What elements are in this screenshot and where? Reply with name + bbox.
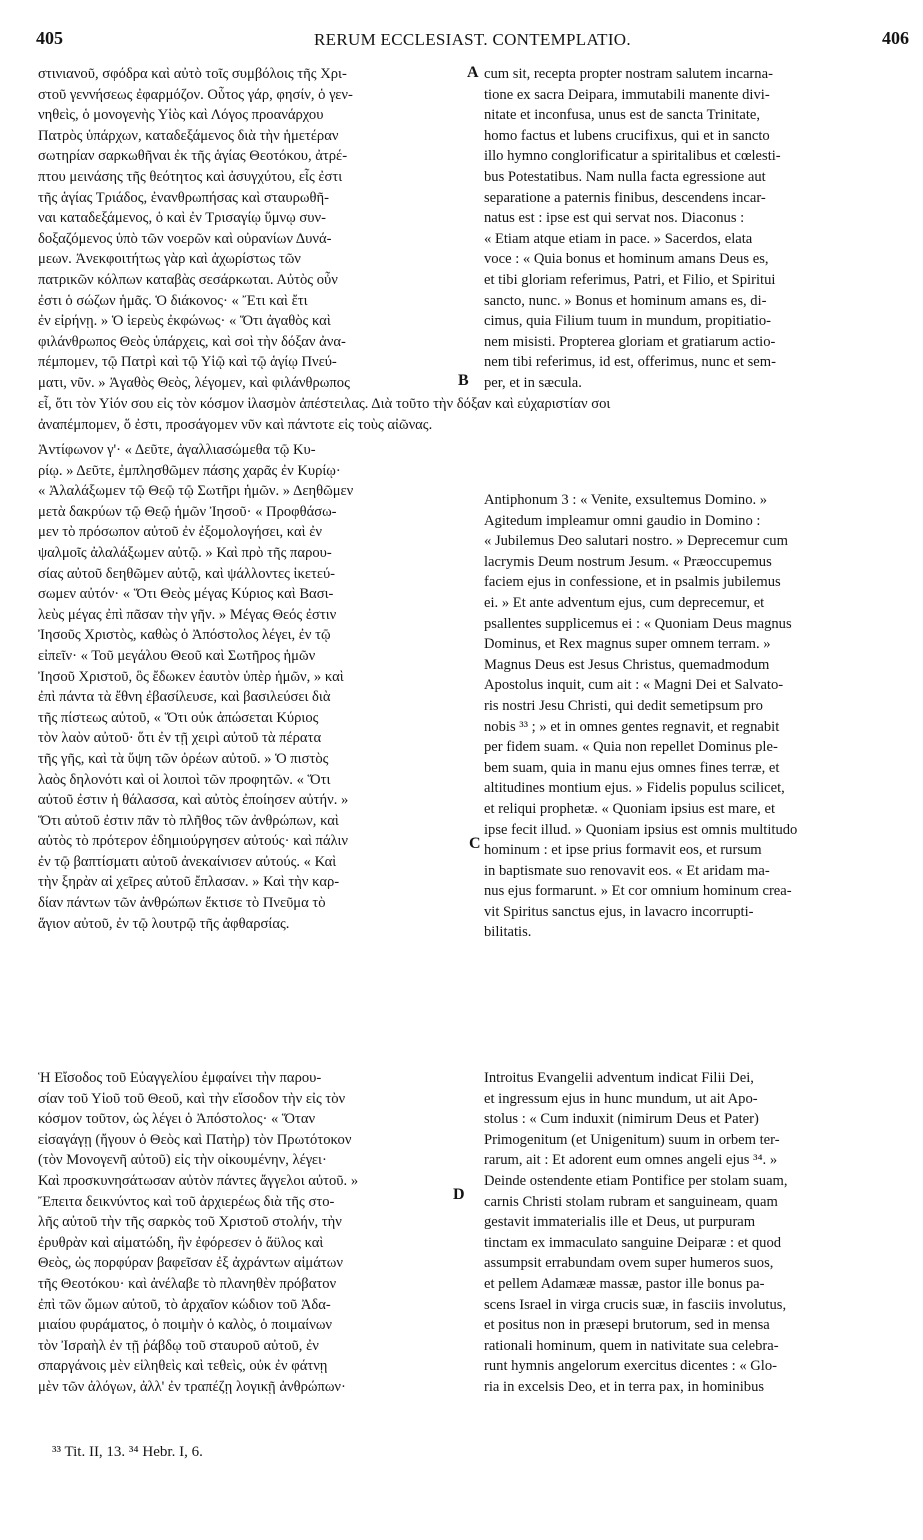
greek-column-bottom: [38, 1068, 464, 1398]
text-line: ἀναπέμπομεν, ὅ ἐστι, προσάγομεν νῦν καὶ πάντοτε εἰς τοὺς αἰῶνας.: [38, 416, 433, 433]
text-line: vit Spiritus sanctus ejus, in lavacro incorrupti-: [484, 903, 754, 920]
text-line: et tibi gloriam referimus, Patri, et Filio, et Spiritui: [484, 271, 776, 288]
text-line: nobis ³³ ; » et in omnes gentes regnavit, et regnabit: [484, 718, 780, 735]
text-line: λαὸς δηλονότι καὶ οἱ λοιποὶ τῶν προφητῶν. « Ὅτι: [38, 771, 331, 788]
text-line: Καὶ προσκυνησάτωσαν αὐτὸν πάντες ἄγγελοι αὐτοῦ. »: [38, 1172, 359, 1189]
greek-column-middle: [38, 440, 464, 934]
text-line: bilitatis.: [484, 924, 532, 941]
text-line: illo hymno conglorificatur a spiritalibus et cœlesti-: [484, 148, 781, 165]
text-line: homo factus et lubens crucifixus, qui et in sancto: [484, 127, 770, 144]
text-line: nem misisti. Propterea gloriam et gratiarum actio-: [484, 333, 776, 350]
text-line: et reliqui prophetæ. « Quoniam ipsius est mare, et: [484, 800, 776, 817]
page-number-left: 405: [36, 28, 63, 48]
text-line: bus Potestatibus. Nam nulla facta egressione aut: [484, 168, 766, 185]
text-line: πατρικῶν κόλπων καταβὰς σεσάρκωται. Αὐτὸς οὖν: [38, 271, 338, 288]
latin-column-top: [484, 64, 916, 394]
text-line: separatione a paternis finibus, descendens incar-: [484, 189, 766, 206]
text-line: per fidem suam. « Quia non repellet Dominus ple-: [484, 739, 778, 756]
text-line: ἐρυθρὰν καὶ αἱματώδη, ἣν ἐφόρεσεν ὁ ἄϋλος καὶ: [38, 1234, 324, 1251]
text-line: (τὸν Μονογενῆ αὐτοῦ) εἰς τὴν οἰκουμένην, λέγει·: [38, 1152, 327, 1169]
text-line: φιλάνθρωπος Θεὸς ὑπάρχεις, καὶ σοὶ τὴν δόξαν ἀνα-: [38, 333, 346, 350]
text-line: gestavit immaterialis ille et Deus, ut purpuram: [484, 1214, 756, 1231]
text-line: τῆς γῆς, καὶ τὰ ὕψη τῶν ὀρέων αὐτοῦ. » Ὁ πιστὸς: [38, 750, 329, 767]
text-line: et pellem Adamææ massæ, pastor ille bonus pa-: [484, 1275, 765, 1292]
text-line: hominum : et ipse prius formavit eos, et rursum: [484, 842, 762, 859]
text-line: πτου μεινάσης τῆς θεότητος καὶ ἀσυγχύτου, εἷς ἐστι: [38, 168, 343, 185]
text-line: cimus, quia Filium tuum in mundum, propitiatio-: [484, 313, 772, 330]
text-line: σίας αὐτοῦ δεηθῶμεν αὐτῷ, καὶ ψάλλοντες ἱκετεύ-: [38, 565, 336, 582]
text-line: λεὺς μέγας ἐπὶ πᾶσαν τὴν γῆν. » Μέγας Θεός ἐστιν: [38, 606, 337, 623]
text-line: τὴν ξηρὰν αἱ χεῖρες αὐτοῦ ἔπλασαν. » Καὶ τὴν καρ-: [38, 874, 340, 891]
text-line: σίαν τοῦ Υἱοῦ τοῦ Θεοῦ, καὶ τὴν εἴσοδον τὴν εἰς τὸν: [38, 1090, 346, 1107]
text-line: Antiphonum 3 : « Venite, exsultemus Domino. »: [484, 492, 768, 508]
text-line: nem tibi referimus, id est, offerimus, nunc et sem-: [484, 354, 776, 371]
text-line: Agitedum impleamur omni gaudio in Domino :: [484, 512, 761, 529]
text-line: psallentes supplicemus ei : « Quoniam Deus magnus: [484, 615, 792, 632]
text-line: rarum, ait : Et adorent eum omnes angeli ejus ³⁴. »: [484, 1152, 778, 1169]
text-line: στινιανοῦ, σφόδρα καὶ αὐτὸ τοῖς συμβόλοις τῆς Χρι-: [38, 66, 347, 82]
text-line: Ἰησοῦ Χριστοῦ, ὃς ἔδωκεν ἑαυτὸν ὑπὲρ ἡμῶν, » καὶ: [38, 668, 344, 685]
text-line: Deinde ostendente etiam Pontifice per stolam suam,: [484, 1172, 788, 1189]
text-line: et positus non in præsepi brutorum, sed in mensa: [484, 1317, 770, 1334]
text-line: ei. » Et ante adventum ejus, cum deprecemur, et: [484, 594, 765, 611]
text-line: tinctam ex immaculato sanguine Deiparæ : et quod: [484, 1234, 782, 1251]
section-marker-a: A: [467, 64, 479, 81]
text-line: nus ejus formarunt. » Et cor omnium hominum crea-: [484, 883, 792, 900]
text-line: εἰσαγάγῃ (ἤγουν ὁ Θεὸς καὶ Πατὴρ) τὸν Πρωτότοκον: [38, 1131, 352, 1148]
text-line: carnis Christi stolam rubram et sanguineam, quam: [484, 1193, 778, 1210]
latin-column-middle: [484, 490, 916, 943]
text-line: πέμπομεν, τῷ Πατρὶ καὶ τῷ Υἱῷ καὶ τῷ ἁγίῳ Πνεύ-: [38, 354, 337, 371]
text-line: et ingressum ejus in hunc mundum, ut ait Apo-: [484, 1090, 758, 1107]
text-line: λῆς αὐτοῦ τὴν τῆς σαρκὸς τοῦ Χριστοῦ στολήν, τὴν: [38, 1214, 342, 1231]
text-line: ἐστι ὁ σώζων ἡμᾶς. Ὁ διάκονος· « Ἔτι καὶ ἔτι: [38, 292, 308, 309]
section-marker-d: D: [453, 1186, 465, 1203]
page-number-right: 406: [882, 28, 909, 48]
text-line: μεων. Ἀνεκφοιτήτως γὰρ καὶ ἀχωρίστως τῶν: [38, 251, 301, 268]
text-line: ματι, νῦν. » Ἀγαθὸς Θεὸς, λέγομεν, καὶ φιλάνθρωπος: [38, 374, 350, 391]
latin-column-bottom: [484, 1068, 916, 1398]
text-line: μιαίου φυράματος, ὁ ποιμὴν ὁ καλὸς, ὁ ποιμαίνων: [38, 1317, 333, 1334]
text-line: nitate et inconfusa, unus est de sancta Trinitate,: [484, 107, 761, 124]
text-line: Introitus Evangelii adventum indicat Filii Dei,: [484, 1070, 754, 1086]
text-line: ἐν τῷ βαπτίσματι αὐτοῦ ἀνεκαίνισεν αὐτούς. « Καὶ: [38, 853, 337, 870]
text-line: ἅγιον αὐτοῦ, ἐν τῷ λουτρῷ τῆς ἀφθαρσίας.: [38, 915, 290, 932]
text-line: Apostolus inquit, cum ait : « Magni Dei et Salvato-: [484, 677, 784, 694]
text-line: ria in excelsis Deo, et in terra pax, in hominibus: [484, 1378, 765, 1395]
text-line: τὸν Ἰσραὴλ ἐν τῇ ῥάβδῳ τοῦ σταυροῦ αὐτοῦ, ἐν: [38, 1337, 319, 1354]
text-line: νηθεὶς, ὁ μονογενὴς Υἱὸς καὶ Λόγος προανάρχου: [38, 107, 324, 124]
text-line: τῆς ἁγίας Τριάδος, ἐνανθρωπήσας καὶ σταυρωθῆ-: [38, 189, 329, 206]
text-line: τῆς πίστεως αὐτοῦ, « Ὅτι οὐκ ἀπώσεται Κύριος: [38, 709, 319, 726]
text-line: ναι καταδεξάμενος, ὁ καὶ ἐν Τρισαγίῳ ὕμνῳ συν-: [38, 210, 326, 227]
text-line: Magnus Deus est Jesus Christus, quemadmodum: [484, 656, 770, 673]
section-marker-c: C: [469, 835, 481, 852]
running-title: RERUM ECCLESIAST. CONTEMPLATIO.: [314, 30, 631, 49]
text-line: αὐτοῦ ἐστιν ἡ θάλασσα, καὶ αὐτὸς ἐποίησεν αὐτήν. »: [38, 792, 349, 809]
greek-full-width-passage: [38, 394, 916, 435]
text-line: Dominus, et Rex magnus super omnem terram. »: [484, 636, 771, 653]
text-line: lacrymis Deum nostrum Jesum. « Præoccupemus: [484, 553, 772, 570]
text-line: faciem ejus in confessione, et in psalmis jubilemus: [484, 574, 781, 591]
text-line: scens Israel in virga crucis suæ, in fasciis involutus,: [484, 1296, 787, 1313]
text-line: Ὅτι αὐτοῦ ἐστιν πᾶν τὸ πλῆθος τῶν ἀνθρώπων, καὶ: [38, 812, 339, 829]
text-line: cum sit, recepta propter nostram salutem incarna-: [484, 66, 773, 82]
section-marker-b: B: [458, 372, 469, 389]
text-line: Πατρὸς ὑπάρχων, καταδεξάμενος διὰ τὴν ἡμετέραν: [38, 127, 339, 144]
text-line: stolus : « Cum induxit (nimirum Deus et Pater): [484, 1111, 759, 1128]
text-line: τὸν λαὸν αὐτοῦ· ὅτι ἐν τῇ χειρὶ αὐτοῦ τὰ πέρατα: [38, 730, 322, 747]
text-line: ρίῳ. » Δεῦτε, ἐμπλησθῶμεν πάσης χαρᾶς ἐν Κυρίῳ·: [38, 462, 341, 479]
text-line: Primogenitum (et Unigenitum) suum in orbem ter-: [484, 1131, 780, 1148]
text-line: sancto, nunc. » Bonus et hominum amans es, di-: [484, 292, 767, 309]
text-line: tione ex sacra Deipara, immutabili manente divi-: [484, 86, 770, 103]
text-line: assumpsit errabundam ovem super humeros suos,: [484, 1255, 774, 1272]
text-line: bem suam, quia in manu ejus omnes fines terræ, et: [484, 759, 780, 776]
text-line: ἐν εἰρήνῃ. » Ὁ ἱερεὺς ἐκφώνως· « Ὅτι ἀγαθὸς καὶ: [38, 313, 331, 330]
text-line: « Ἀλαλάξωμεν τῷ Θεῷ τῷ Σωτῆρι ἡμῶν. » Δεηθῶμεν: [38, 483, 354, 500]
text-line: altitudines montium ejus. » Fidelis populus scilicet,: [484, 780, 785, 797]
text-line: « Etiam atque etiam in pace. » Sacerdos, elata: [484, 230, 753, 247]
text-line: σωτηρίαν σαρκωθῆναι ἐκ τῆς ἁγίας Θεοτόκου, ἀτρέ-: [38, 148, 348, 165]
text-line: μεν τὸ πρόσωπον αὐτοῦ ἐν ἐξομολογήσει, καὶ ἐν: [38, 524, 322, 541]
text-line: σωμεν αὐτόν· « Ὅτι Θεὸς μέγας Κύριος καὶ Βασι-: [38, 586, 334, 603]
footnotes: ³³ Tit. II, 13. ³⁴ Hebr. I, 6.: [52, 1444, 203, 1460]
text-line: natus est : ipse est qui servat nos. Diaconus :: [484, 210, 745, 227]
text-line: « Jubilemus Deo salutari nostro. » Deprecemur cum: [484, 533, 788, 550]
page-header: [36, 28, 909, 60]
text-line: ipse fecit illud. » Quoniam ipsius est omnis multitudo: [484, 821, 798, 838]
text-line: Θεὸς, ὡς πορφύραν βαφεῖσαν ἐξ ἀχράντων αἱμάτων: [38, 1255, 343, 1272]
text-line: δοξαζόμενος ὑπὸ τῶν νοερῶν καὶ οὐρανίων Δυνά-: [38, 230, 332, 247]
text-line: in baptismate suo renovavit eos. « Et aridam ma-: [484, 862, 770, 879]
text-line: voce : « Quia bonus et hominum amans Deus es,: [484, 251, 769, 268]
text-line: per, et in sæcula.: [484, 374, 582, 391]
text-line: δίαν πάντων τῶν ἀνθρώπων ἔκτισε τὸ Πνεῦμα τὸ: [38, 895, 326, 912]
text-line: ἐπὶ πάντα τὰ ἔθνη ἐβασίλευσε, καὶ βασιλεύσει διὰ: [38, 689, 331, 706]
text-line: runt hymnis angelorum exercitus dicentes : « Glo-: [484, 1358, 778, 1375]
text-line: ψαλμοῖς ἀλαλάξωμεν αὐτῷ. » Καὶ πρὸ τῆς παρου-: [38, 544, 332, 561]
text-line: τῆς Θεοτόκου· καὶ ἀνέλαβε τὸ πλανηθὲν πρόβατον: [38, 1275, 337, 1292]
greek-column-top: [38, 64, 464, 394]
text-line: Ἔπειτα δεικνύντος καὶ τοῦ ἀρχιερέως διὰ τῆς στο-: [38, 1193, 335, 1210]
text-line: μετὰ δακρύων τῷ Θεῷ ἡμῶν Ἰησοῦ· « Προφθάσω-: [38, 503, 337, 520]
text-line: αὐτὸς τὸ πρότερον ἐδημιούργησεν αὐτούς· καὶ πάλιν: [38, 833, 348, 850]
text-line: ris nostri Jesu Christi, qui dedit semetipsum pro: [484, 697, 763, 714]
text-line: Ἀντίφωνον γ'· « Δεῦτε, ἀγαλλιασώμεθα τῷ Κυ-: [38, 442, 316, 458]
text-line: κόσμον τοῦτον, ὡς λέγει ὁ Ἀπόστολος· « Ὅταν: [38, 1111, 316, 1128]
text-line: εἶ, ὅτι τὸν Υἱόν σου εἰς τὸν κόσμον ἱλασμὸν ἀπέστειλας. Διὰ τοῦτο τὴν δόξαν καὶ εὐχαριστίαν σοι: [38, 396, 611, 412]
text-line: rationali hominum, quem in nativitate sua celebra-: [484, 1337, 779, 1354]
text-line: Ἡ Εἴσοδος τοῦ Εὐαγγελίου ἐμφαίνει τὴν παρου-: [38, 1070, 322, 1086]
text-line: εἰπεῖν· « Τοῦ μεγάλου Θεοῦ καὶ Σωτῆρος ἡμῶν: [38, 647, 316, 664]
text-line: σπαργάνοις μὲν εἱληθεὶς καὶ τεθεὶς, οὐκ ἐν φάτνῃ: [38, 1358, 328, 1375]
text-line: ἐπὶ τῶν ὤμων αὐτοῦ, τὸ ἀρχαῖον κώδιον τοῦ Ἀδα-: [38, 1296, 331, 1313]
text-line: Ἰησοῦς Χριστὸς, καθὼς ὁ Ἀπόστολος λέγει, ἐν τῷ: [38, 627, 331, 644]
text-line: μὲν τῶν ἀλόγων, ἀλλ' ἐν τραπέζῃ λογικῇ ἀνθρώπων·: [38, 1378, 346, 1395]
text-line: στοῦ γεννήσεως ἐφαρμόζον. Οὗτος γάρ, φησίν, ὁ γεν-: [38, 86, 353, 103]
